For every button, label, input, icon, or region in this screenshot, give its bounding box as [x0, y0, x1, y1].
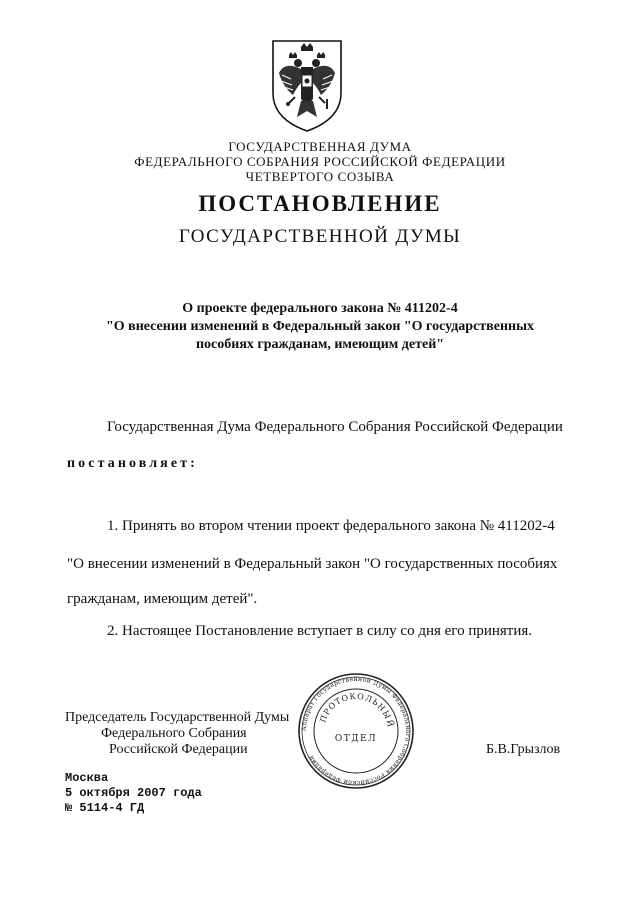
- svg-text:ОТДЕЛ: ОТДЕЛ: [334, 734, 378, 744]
- document-number: № 5114-4 ГД: [65, 801, 145, 815]
- item-1-line-3: гражданам, имеющим детей".: [67, 591, 258, 607]
- subject-line-2: "О внесении изменений в Федеральный закон "О государственных: [105, 319, 535, 334]
- subject-line-3: пособиях гражданам, имеющим детей": [195, 337, 445, 352]
- organization-line-2: ФЕДЕРАЛЬНОГО СОБРАНИЯ РОССИЙСКОЙ ФЕДЕРАЦИИ: [134, 154, 506, 169]
- place-of-signing: Москва: [65, 771, 109, 785]
- document-title: ПОСТАНОВЛЕНИЕ: [198, 191, 442, 216]
- signatory-position-line-2: Федерального Собрания: [101, 726, 247, 741]
- document-subtitle: ГОСУДАРСТВЕННОЙ ДУМЫ: [178, 226, 462, 247]
- coat-of-arms-emblem: [267, 37, 347, 133]
- official-stamp: [296, 671, 416, 791]
- svg-text:Аппарат Государственной Думы Ф: Аппарат Государственной Думы Федерального Собрания Российской Федерации: [300, 675, 412, 787]
- subject-line-1: О проекте федерального закона № 411202-4: [182, 301, 458, 316]
- signatory-position-line-3: Российской Федерации: [109, 742, 248, 757]
- item-1-line-2: "О внесении изменений в Федеральный закон "О государственных пособиях: [67, 556, 558, 572]
- svg-text:ПРОТОКОЛЬНЫЙ: ПРОТОКОЛЬНЫЙ: [318, 691, 395, 729]
- item-1-line-1: 1. Принять во втором чтении проект федерального закона № 411202-4: [107, 518, 555, 534]
- preamble-text: Государственная Дума Федерального Собрания Российской Федерации: [107, 419, 563, 435]
- document-date: 5 октября 2007 года: [65, 786, 202, 800]
- signatory-position-line-1: Председатель Государственной Думы: [65, 710, 290, 725]
- decree-word: постановляет:: [67, 456, 198, 471]
- item-2-text: 2. Настоящее Постановление вступает в силу со дня его принятия.: [107, 623, 533, 639]
- organization-line-1: ГОСУДАРСТВЕННАЯ ДУМА: [228, 139, 412, 154]
- organization-line-3: ЧЕТВЕРТОГО СОЗЫВА: [245, 169, 395, 184]
- signatory-name: Б.В.Грызлов: [486, 742, 561, 757]
